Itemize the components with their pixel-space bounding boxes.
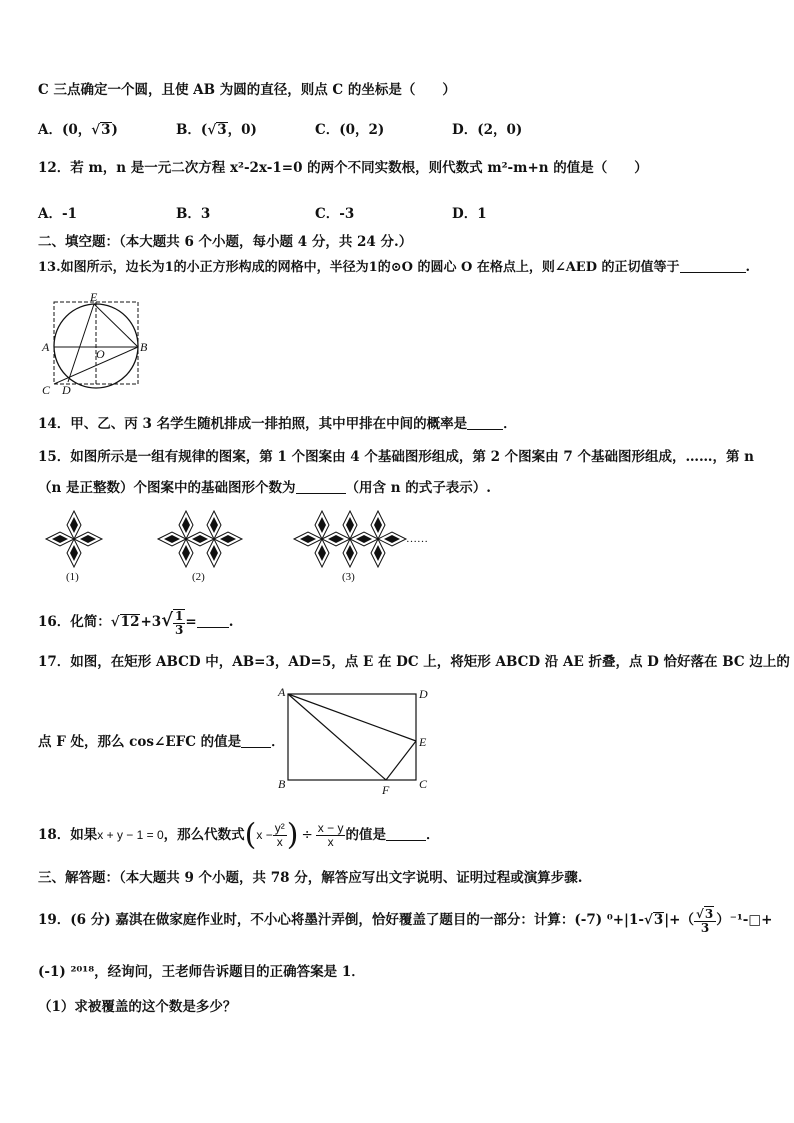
segment-ed bbox=[68, 304, 94, 382]
q18-den2: x bbox=[327, 835, 334, 849]
q19-sub1: （1）求被覆盖的这个数是多少？ bbox=[38, 999, 237, 1015]
q19-post: ）⁻¹-□+ bbox=[716, 912, 773, 928]
q12-option-d[interactable]: D．1 bbox=[452, 206, 487, 222]
answer-blank[interactable] bbox=[296, 479, 346, 494]
q11-option-a-radicand: 3 bbox=[101, 122, 111, 138]
q16-pre: 16．化简： bbox=[38, 614, 111, 630]
q14-question: 14．甲、乙、丙 3 名学生随机排成一排拍照，其中甲排在中间的概率是 bbox=[38, 416, 468, 432]
q18-divide: ÷ bbox=[301, 827, 313, 843]
q13-circle-grid-figure bbox=[38, 290, 158, 396]
q18-post: 的值是 bbox=[345, 827, 386, 843]
q19-line2: (-1) ²⁰¹⁸，经询问，王老师告诉题目的正确答案是 1． bbox=[38, 964, 365, 980]
q11-text: C 三点确定一个圆，且使 AB 为圆的直径，则点 C 的坐标是（ ） bbox=[38, 82, 456, 98]
label-a: A bbox=[278, 685, 286, 699]
q17-end: ． bbox=[271, 734, 285, 750]
label-b: B bbox=[140, 340, 148, 354]
label-o: O bbox=[96, 347, 105, 361]
pattern-1 bbox=[46, 511, 102, 567]
q11-option-b-post: ，0) bbox=[227, 122, 257, 138]
q18-x-den: x bbox=[276, 835, 283, 849]
segment-fe bbox=[386, 741, 416, 780]
q18-condition: x + y − 1 = 0 bbox=[97, 828, 164, 842]
q13-question: 13.如图所示，边长为1的小正方形构成的网格中，半径为1的⊙O 的圆心 O 在格点上，则∠AED 的正切值等于 bbox=[38, 260, 680, 275]
q17-line1: 17．如图，在矩形 ABCD 中，AB=3，AD=5，点 E 在 DC 上，将矩形 ABCD 沿 AE 折叠，点 D 恰好落在 BC 边上的 bbox=[38, 654, 790, 670]
answer-blank[interactable] bbox=[680, 258, 746, 273]
answer-blank[interactable] bbox=[197, 613, 229, 628]
q11-option-a[interactable] bbox=[38, 118, 118, 138]
label-e: E bbox=[90, 290, 98, 304]
q15-line2 bbox=[38, 478, 491, 498]
label-b: B bbox=[278, 777, 286, 791]
q12-option-a[interactable]: A．-1 bbox=[38, 206, 77, 222]
sqrt-symbol: √ bbox=[643, 912, 653, 928]
q11-option-a-post: ) bbox=[111, 122, 118, 138]
q16-end: . bbox=[228, 614, 234, 630]
answer-blank[interactable] bbox=[241, 733, 271, 748]
caption-2: (2) bbox=[192, 571, 205, 583]
label-d: D bbox=[62, 383, 71, 396]
right-paren: ) bbox=[286, 817, 299, 853]
q19-frac-den: 3 bbox=[700, 921, 710, 935]
section-heading-solutions: 三、解答题：（本大题共 9 个小题，共 78 分，解答应写出文字说明、证明过程或演算步骤. bbox=[38, 870, 583, 886]
q19-mid: |+（ bbox=[664, 912, 694, 928]
rectangle-abcd bbox=[288, 694, 416, 780]
q11-option-d[interactable]: D．(2，0) bbox=[452, 122, 523, 138]
q17-rectangle-fold-figure bbox=[276, 684, 436, 798]
q11-option-b-pre: B．( bbox=[176, 122, 208, 138]
q18-y2: y² bbox=[274, 821, 285, 835]
q11-option-b-radicand: 3 bbox=[217, 122, 227, 138]
q16-equals: = bbox=[185, 614, 197, 630]
q12-text: 12．若 m，n 是一元二次方程 x²-2x-1=0 的两个不同实数根，则代数式 m²-m+n 的值是（ ） bbox=[38, 160, 648, 176]
q12-option-c[interactable]: C．-3 bbox=[315, 206, 355, 222]
sqrt-symbol: √ bbox=[161, 610, 174, 631]
q16-text bbox=[38, 608, 233, 637]
q11-option-b[interactable] bbox=[176, 118, 257, 138]
q15-line2-post: （用含 n 的式子表示）. bbox=[345, 480, 491, 496]
pattern-ellipsis: …… bbox=[406, 533, 428, 545]
q18-x-minus: x − bbox=[256, 828, 273, 842]
q11-option-a-pre: A．(0， bbox=[38, 122, 92, 138]
q16-frac-num: 1 bbox=[175, 608, 184, 623]
q18-text bbox=[38, 812, 439, 858]
q12-option-b[interactable]: B．3 bbox=[176, 206, 211, 222]
q13-text bbox=[38, 258, 750, 278]
segment-eb bbox=[94, 304, 138, 347]
caption-3: (3) bbox=[342, 571, 355, 583]
q16-radicand-12: 12 bbox=[120, 614, 140, 630]
label-e: E bbox=[419, 735, 427, 749]
sqrt-symbol: √ bbox=[91, 122, 101, 138]
left-paren: ( bbox=[244, 817, 257, 853]
q14-end: ． bbox=[503, 416, 517, 432]
q14-text bbox=[38, 414, 517, 434]
q18-pre: 18．如果 bbox=[38, 827, 98, 843]
q16-fraction bbox=[173, 609, 185, 637]
label-a: A bbox=[42, 340, 50, 354]
q17-line2-pre: 点 F 处，那么 cos∠EFC 的值是 bbox=[38, 734, 242, 750]
q19-frac-num-radicand: 3 bbox=[704, 907, 714, 921]
q18-xmy-over-x bbox=[316, 822, 346, 849]
answer-blank[interactable] bbox=[467, 415, 503, 430]
sqrt-symbol: √ bbox=[207, 122, 217, 138]
q16-plus: +3 bbox=[140, 614, 162, 630]
sqrt-symbol: √ bbox=[110, 614, 120, 630]
caption-1: (1) bbox=[66, 571, 79, 583]
label-c: C bbox=[42, 383, 51, 396]
q19-line1 bbox=[38, 900, 772, 940]
q16-frac-den: 3 bbox=[175, 622, 184, 637]
q17-line2 bbox=[38, 732, 285, 752]
q19-pre: 19．(6 分) 嘉淇在做家庭作业时，不小心将墨汁弄倒，恰好覆盖了题目的一部分：计算：(-7) ⁰+|1- bbox=[38, 912, 644, 928]
q13-end: . bbox=[745, 260, 751, 275]
q15-pattern-figure bbox=[40, 508, 460, 588]
segment-af bbox=[288, 694, 386, 780]
answer-blank[interactable] bbox=[386, 826, 426, 841]
q18-y2-over-x bbox=[273, 822, 287, 849]
section-heading-fill-in: 二、填空题：（本大题共 6 个小题，每小题 4 分，共 24 分.） bbox=[38, 234, 413, 250]
label-f: F bbox=[382, 783, 390, 797]
q11-option-c[interactable]: C．(0，2) bbox=[315, 122, 385, 138]
q18-mid: ，那么代数式 bbox=[163, 827, 245, 843]
q18-end: ． bbox=[425, 827, 440, 843]
pattern-3 bbox=[294, 511, 406, 567]
q19-radicand: 3 bbox=[653, 912, 664, 928]
q18-num2: x − y bbox=[317, 821, 344, 835]
q15-line1: 15．如图所示是一组有规律的图案，第 1 个图案由 4 个基础图形组成，第 2 个图案由 7 个基础图形组成，……，第 n bbox=[38, 449, 754, 465]
label-c: C bbox=[419, 777, 428, 791]
pattern-2 bbox=[158, 511, 242, 567]
q19-fraction bbox=[694, 906, 716, 935]
q15-line2-pre: （n 是正整数）个图案中的基础图形个数为 bbox=[38, 480, 296, 496]
segment-ae bbox=[288, 694, 416, 741]
q19-frac-num: √3 bbox=[694, 906, 716, 922]
label-d: D bbox=[419, 687, 428, 701]
